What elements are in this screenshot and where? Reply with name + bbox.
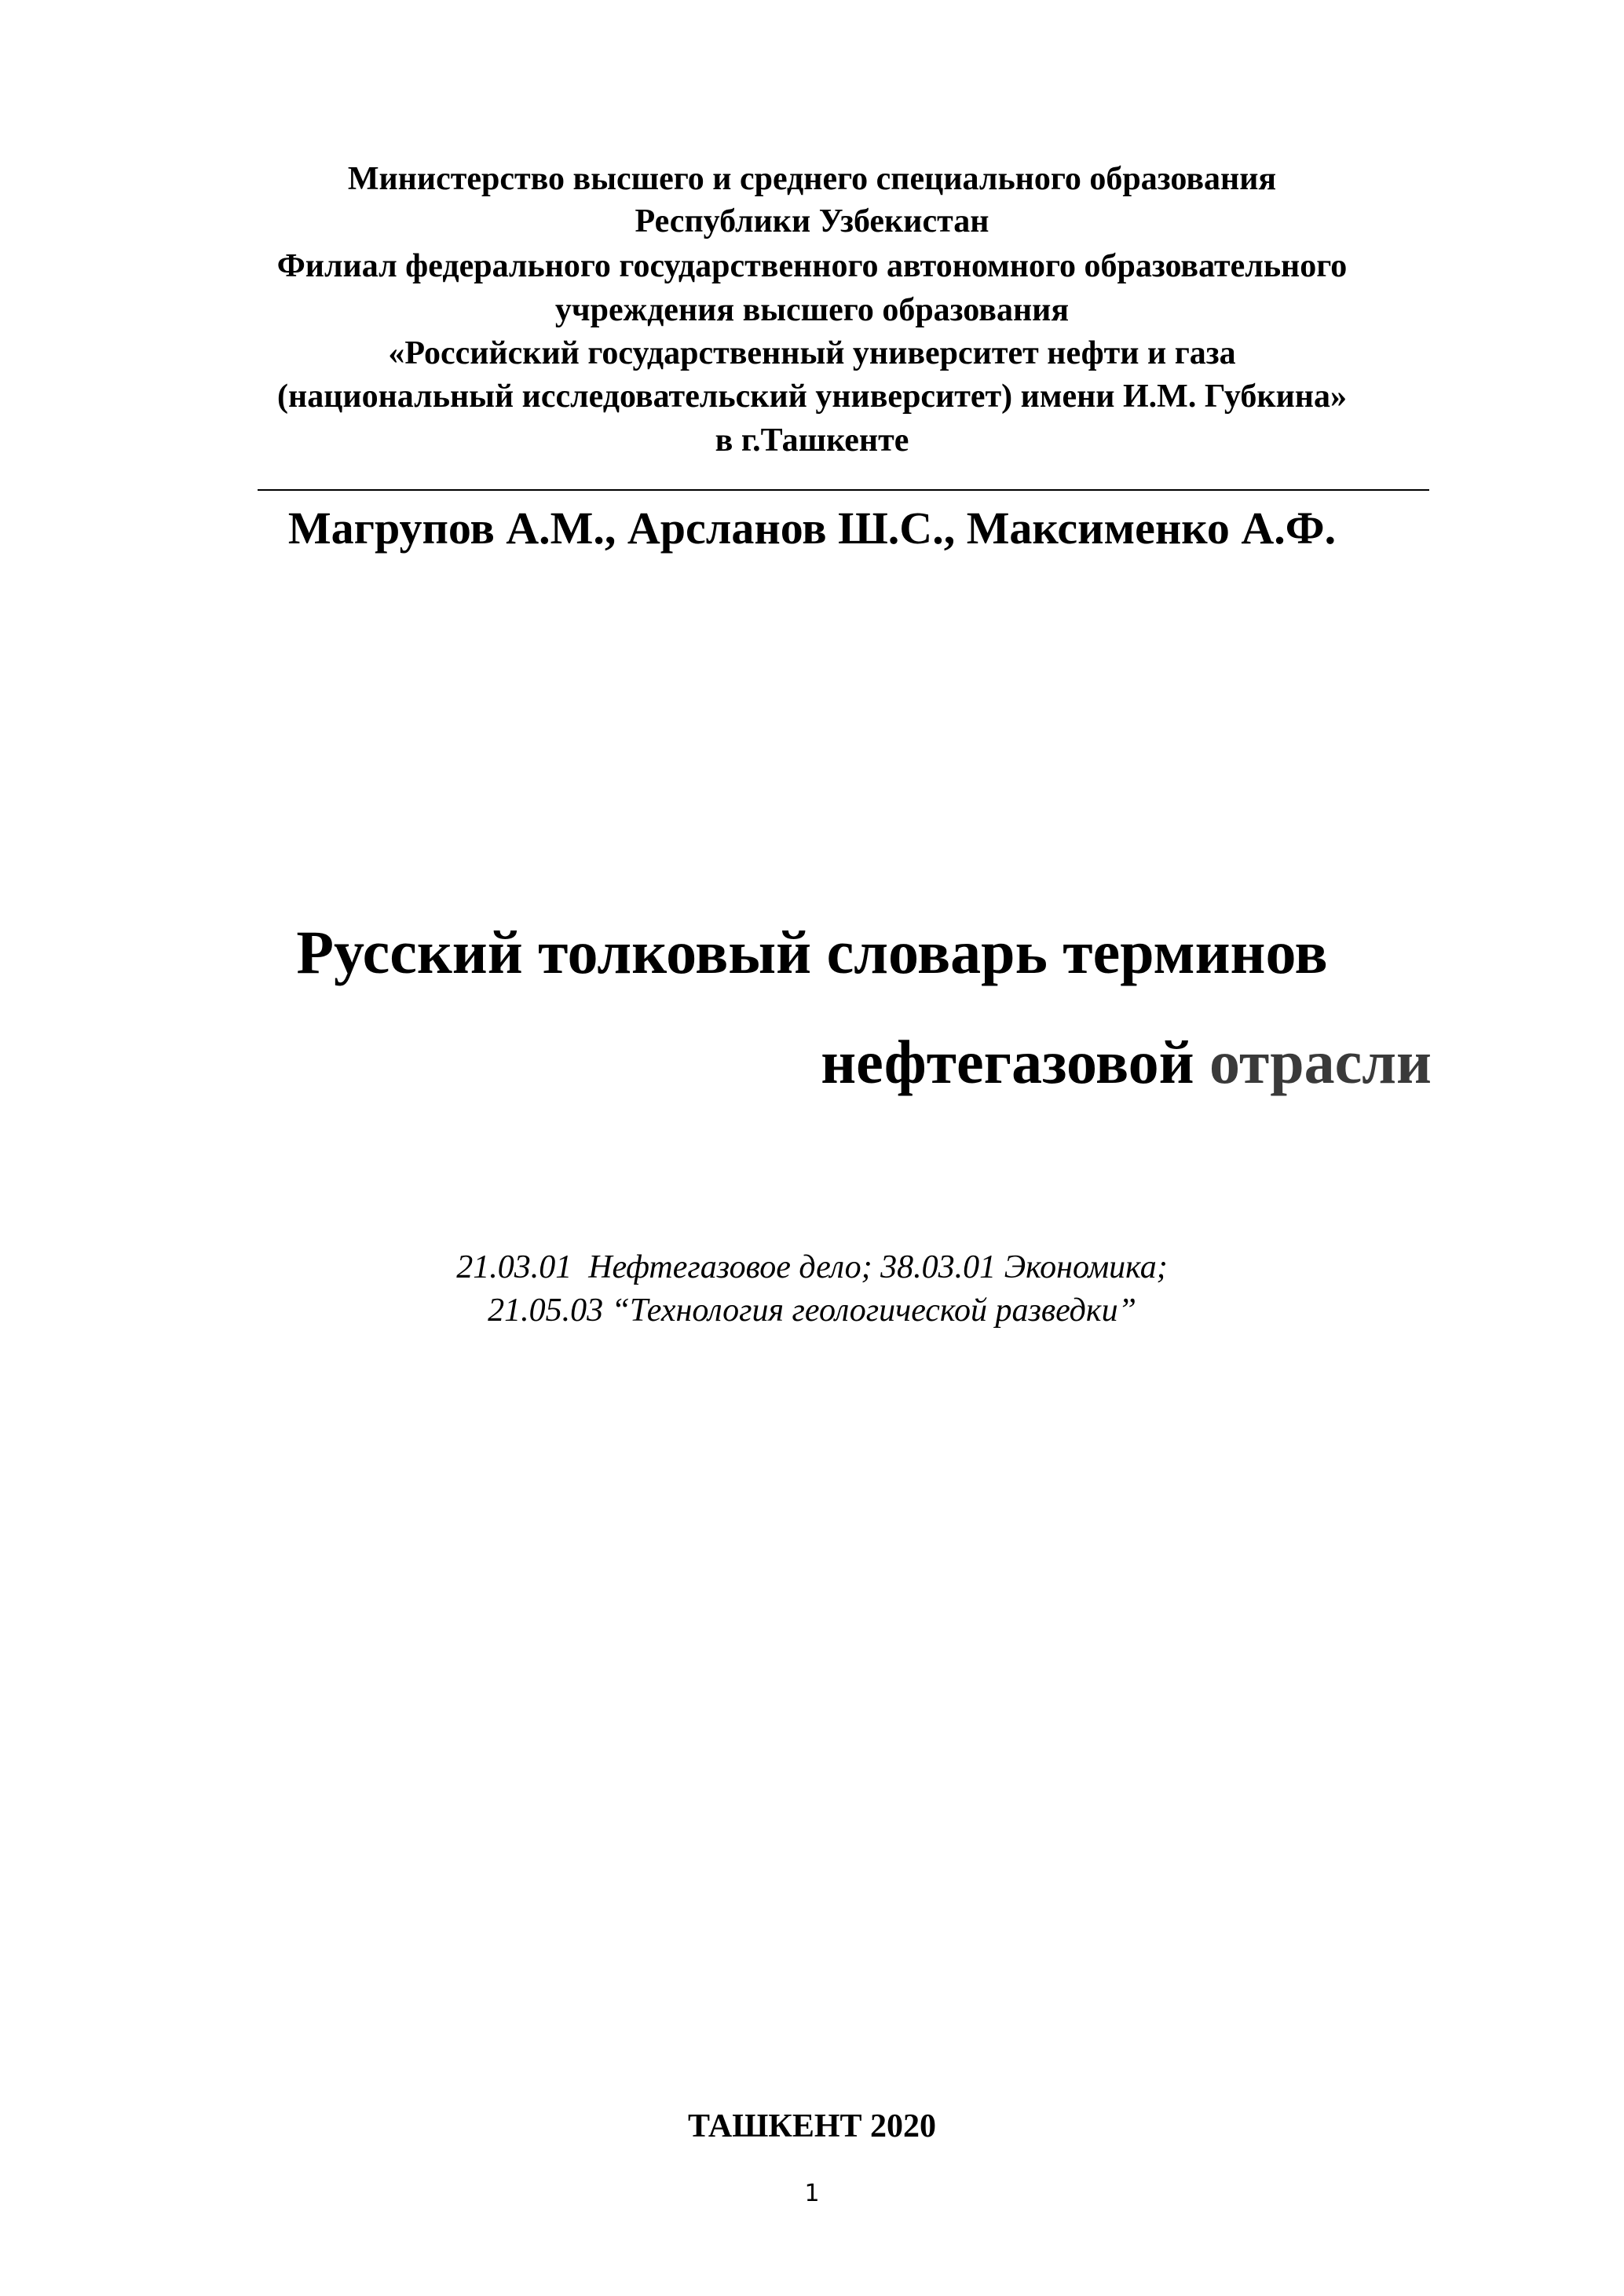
page-number: 1 (804, 2180, 820, 2207)
header-university-name-line: (национальный исследовательский университет) имени И.М. Губкина» (277, 378, 1347, 415)
header-university-line: «Российский государственный университет нефти и газа (388, 335, 1236, 371)
authors: Магрупов А.М., Арсланов Ш.С., Максименко А.Ф. (287, 503, 1337, 554)
header-city-line: в г.Ташкенте (715, 422, 909, 459)
specialty-line-2: 21.05.03 “Технология геологической разведки” (488, 1292, 1136, 1329)
header-institution-type-line: учреждения высшего образования (554, 292, 1070, 328)
header-branch-line: Филиал федерального государственного автономного образовательного (276, 248, 1348, 284)
city-year: ТАШКЕНТ 2020 (687, 2108, 937, 2144)
header-divider (258, 489, 1429, 491)
header-ministry-line: Министерство высшего и среднего специального образования (347, 161, 1277, 197)
document-title-line-1: Русский толковый словарь терминов (296, 918, 1328, 986)
document-title-line-2 (821, 1023, 1432, 1102)
document-title-word-1: нефтегазовой (821, 1028, 1194, 1096)
specialty-line-1: 21.03.01 Нефтегазовое дело; 38.03.01 Экономика; (456, 1249, 1168, 1285)
header-republic-line: Республики Узбекистан (635, 203, 989, 239)
document-title-word-2: отрасли (1209, 1028, 1432, 1096)
